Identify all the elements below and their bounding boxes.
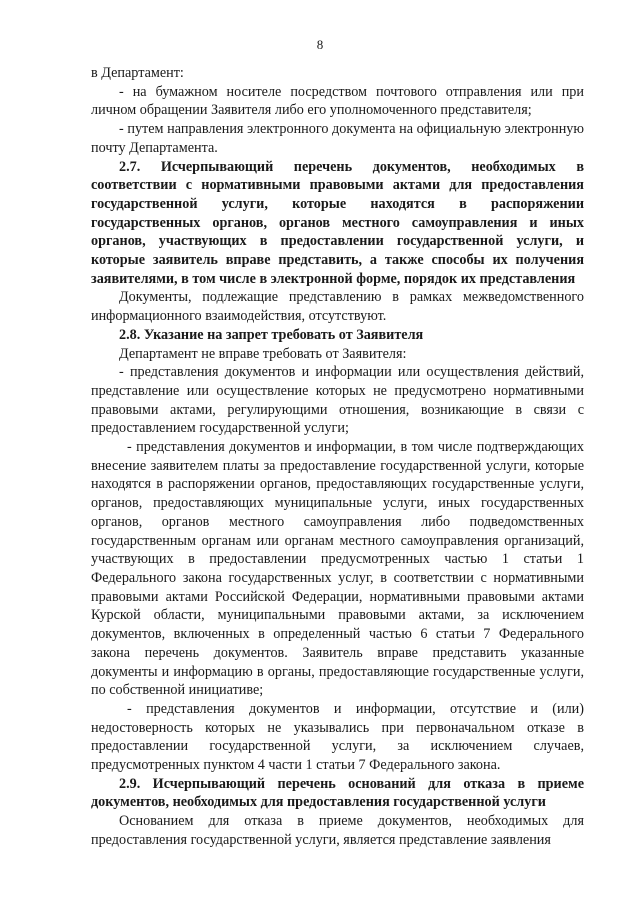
paragraph-interagency-docs: Документы, подлежащие представлению в рамках межведомственного информационного взаимодействия, отсутствуют. <box>91 289 584 325</box>
section-heading-2-7: 2.7. Исчерпывающий перечень документов, необходимых в соответствии с нормативными правовыми актами для предоставления государственной услуги, которые находятся в распоряжении государственных органов, органов местного самоуправления и иных органов, участвующих в предоставлении государственной услуги, и которые заявитель вправе представить, а также способы их получения заявителями, в том числе в электронной форме, порядок их представления <box>91 158 584 287</box>
list-item-unreliable-docs: - представления документов и информации, отсутствие и (или) недостоверность которых не указывались при первоначальном отказе в предоставлении государственной услуги, за исключением случаев, предусмотренных пунктом 4 части 1 статьи 7 Федерального закона. <box>91 700 584 774</box>
list-item-unnecessary-docs: - представления документов и информации или осуществления действий, представление или осуществление которых не предусмотрено нормативными правовыми актами, регулирующими отношения, возникающие в связи с предоставлением государственной услуги; <box>91 364 584 437</box>
page-number: 8 <box>316 37 324 52</box>
paragraph-department-may-not: Департамент не вправе требовать от Заявителя: <box>119 345 407 362</box>
section-heading-2-9: 2.9. Исчерпывающий перечень оснований для отказа в приеме документов, необходимых для предоставления государственной услуги <box>91 775 584 811</box>
section-heading-2-8: 2.8. Указание на запрет требовать от Заявителя <box>119 326 424 343</box>
document-body <box>91 64 584 850</box>
paragraph-email-delivery: - путем направления электронного документа на официальную электронную почту Департамента. <box>91 121 584 156</box>
paragraph-intro: в Департамент: <box>91 65 184 81</box>
list-item-documents-in-possession: - представления документов и информации, в том числе подтверждающих внесение заявителем платы за предоставление государственной услуги, которые находятся в распоряжении органов, предоставляющих государственные услуги, органов, предоставляющих муниципальные услуги, иных государственных органов, органов местного самоуправления либо подведомственных государственным органам или органам местного самоуправления организаций, участвующих в предоставлении предусмотренных частью 1 статьи 1 Федерального закона государственных услуг, в соответствии с нормативными правовыми актами Российской Федерации, нормативными правовыми актами Курской области, муниципальными правовыми актами, за исключением документов, включенных в определенный частью 6 статьи 7 Федерального закона перечень документов. Заявитель вправе представить указанные документы и информацию в органы, предоставляющие государственные услуги, по собственной инициативе; <box>91 439 584 699</box>
paragraph-refusal-grounds: Основанием для отказа в приеме документов, необходимых для предоставления государственной услуги, является представление заявления <box>91 813 584 848</box>
paragraph-paper-delivery: - на бумажном носителе посредством почтового отправления или при личном обращении Заявителя либо его уполномоченного представителя; <box>91 83 584 119</box>
